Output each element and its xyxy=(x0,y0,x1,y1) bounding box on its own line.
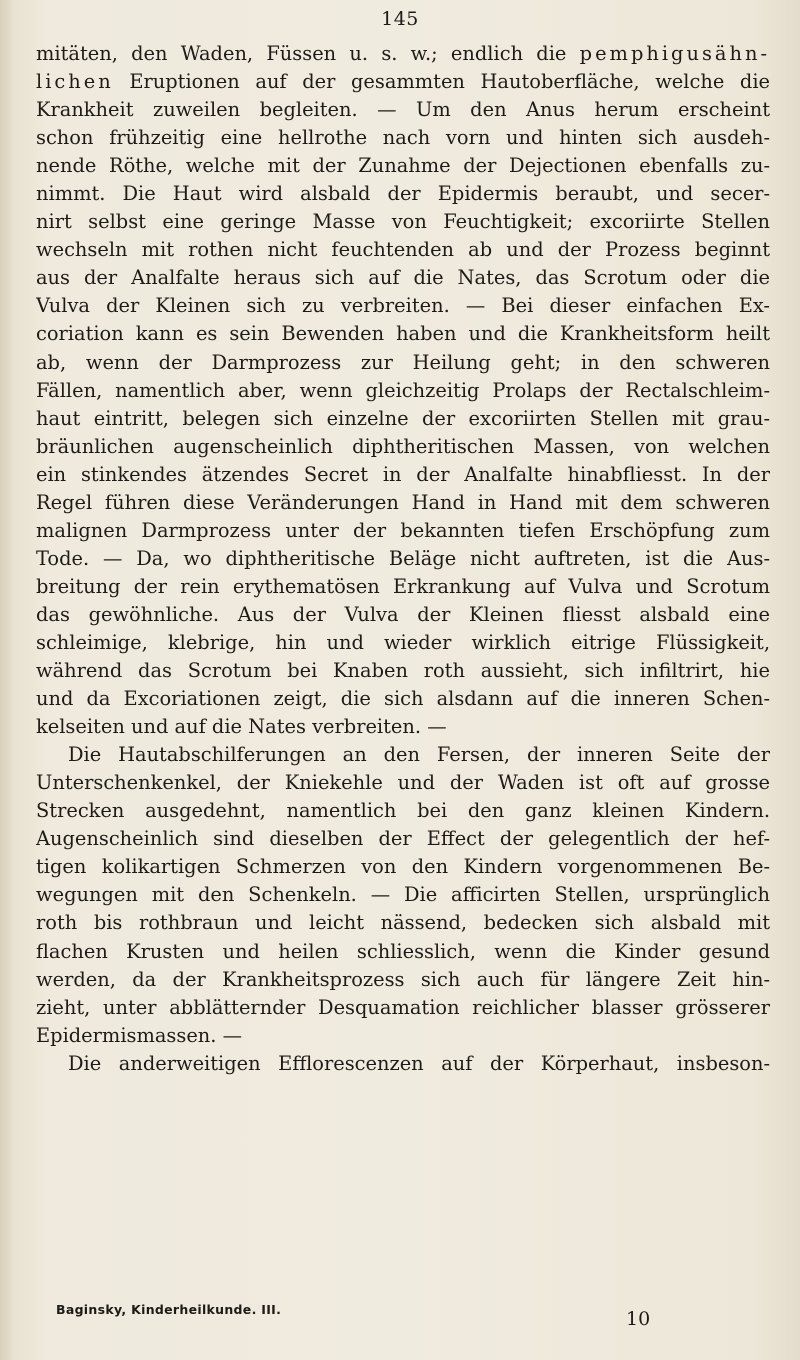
page-number: 145 xyxy=(381,8,419,30)
text-line: Strecken ausgedehnt, namentlich bei den ganz kleinen Kindern. xyxy=(36,799,770,823)
text-line: schleimige, klebrige, hin und wieder wirklich eitrige Flüssigkeit, xyxy=(36,630,770,654)
text-line: Unterschenkenkel, der Kniekehle und der Waden ist oft auf grosse xyxy=(36,771,770,795)
text-line: das gewöhnliche. Aus der Vulva der Kleinen fliesst alsbald eine xyxy=(36,602,770,626)
page-edge-shadow xyxy=(0,0,14,1360)
text-line: nirt selbst eine geringe Masse von Feuchtigkeit; excoriirte Stellen xyxy=(36,210,770,234)
text-line: Die Hautabschilferungen an den Fersen, der inneren Seite der xyxy=(68,743,770,767)
text-line: flachen Krusten und heilen schliesslich, wenn die Kinder gesund xyxy=(36,939,770,963)
text-line: bräunlichen augenscheinlich diphtheritischen Massen, von welchen xyxy=(36,434,770,458)
page-footer xyxy=(56,1302,770,1342)
text-line: Tode. — Da, wo diphtheritische Beläge nicht auftreten, ist die Aus- xyxy=(36,546,770,570)
text-line: Regel führen diese Veränderungen Hand in Hand mit dem schweren xyxy=(36,490,770,514)
text-line: nende Röthe, welche mit der Zunahme der Dejectionen ebenfalls zu- xyxy=(36,154,770,178)
text-line: aus der Analfalte heraus sich auf die Nates, das Scrotum oder die xyxy=(36,266,770,290)
text-line: schon frühzeitig eine hellrothe nach vorn und hinten sich ausdeh- xyxy=(36,126,770,150)
signature-number: 10 xyxy=(626,1308,651,1330)
printer-signature xyxy=(56,1302,281,1317)
text-line: Fällen, namentlich aber, wenn gleichzeitig Prolaps der Rectalschleim- xyxy=(36,378,770,402)
text-line: mitäten, den Waden, Füssen u. s. w.; endlich die pemphigusähn- xyxy=(36,42,770,65)
body-text xyxy=(36,40,770,1078)
text-line: Epidermismassen. — xyxy=(36,1023,242,1047)
text-line: nimmt. Die Haut wird alsbald der Epidermis beraubt, und secer- xyxy=(36,182,770,206)
text-line: während das Scrotum bei Knaben roth aussieht, sich infiltrirt, hie xyxy=(36,659,770,683)
text-line: wegungen mit den Schenkeln. — Die afficirten Stellen, ursprünglich xyxy=(36,883,770,907)
text-line: kelseiten und auf die Nates verbreiten. — xyxy=(36,715,447,739)
text-line: zieht, unter abblätternder Desquamation reichlicher blasser grösserer xyxy=(36,995,770,1019)
text-line: tigen kolikartigen Schmerzen von den Kindern vorgenommenen Be- xyxy=(36,855,770,879)
text-line: lichen Eruptionen auf der gesammten Hautoberfläche, welche die xyxy=(36,70,770,94)
footer-work: Kinderheilkunde. III. xyxy=(131,1302,282,1317)
text-line: breitung der rein erythematösen Erkrankung auf Vulva und Scrotum xyxy=(36,574,770,598)
text-line: werden, da der Krankheitsprozess sich auch für längere Zeit hin- xyxy=(36,967,770,991)
text-line: roth bis rothbraun und leicht nässend, bedecken sich alsbald mit xyxy=(36,911,770,935)
text-line: Krankheit zuweilen begleiten. — Um den Anus herum erscheint xyxy=(36,98,770,122)
text-line: ab, wenn der Darmprozess zur Heilung geht; in den schweren xyxy=(36,350,770,374)
text-line: wechseln mit rothen nicht feuchtenden ab und der Prozess beginnt xyxy=(36,238,770,262)
footer-author: Baginsky, xyxy=(56,1302,127,1317)
text-line: coriation kann es sein Bewenden haben und die Krankheitsform heilt xyxy=(36,322,770,346)
text-line: Vulva der Kleinen sich zu verbreiten. — Bei dieser einfachen Ex- xyxy=(36,294,770,318)
text-line: malignen Darmprozess unter der bekannten tiefen Erschöpfung zum xyxy=(36,518,770,542)
text-line: haut eintritt, belegen sich einzelne der excoriirten Stellen mit grau- xyxy=(36,406,770,430)
text-line: ein stinkendes ätzendes Secret in der Analfalte hinabfliesst. In der xyxy=(36,462,770,486)
text-line: und da Excoriationen zeigt, die sich alsdann auf die inneren Schen- xyxy=(36,687,770,711)
text-line: Augenscheinlich sind dieselben der Effect der gelegentlich der hef- xyxy=(36,827,770,851)
text-line: Die anderweitigen Efflorescenzen auf der Körperhaut, insbeson- xyxy=(68,1051,770,1075)
